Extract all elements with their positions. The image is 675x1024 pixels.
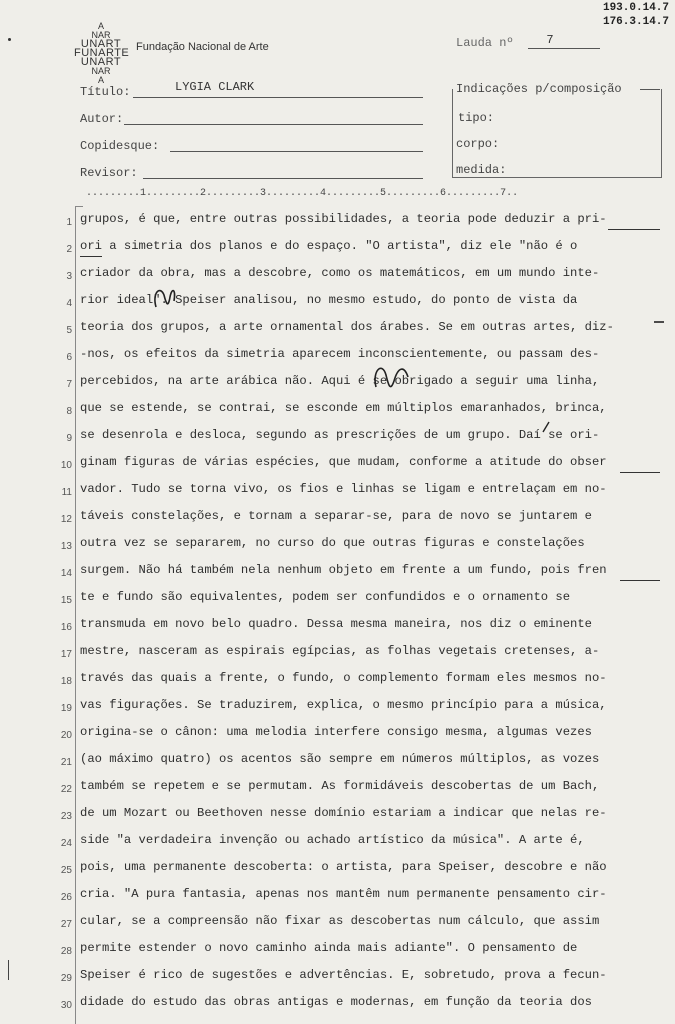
autor-label: Autor:	[80, 112, 124, 126]
line-number: 27	[60, 919, 72, 930]
text-line: percebidos, na arte arábica não. Aqui é se obrigado a seguir uma linha,	[80, 374, 600, 388]
line-number: 14	[60, 568, 72, 579]
logo-line: NAR	[91, 66, 111, 76]
text-line: surgem. Não há também nela nenhum objeto em frente a um fundo, pois fren	[80, 563, 607, 577]
line-number: 13	[60, 541, 72, 552]
line-number: 1	[66, 217, 72, 228]
ink-mark-left	[8, 960, 9, 980]
text-line: cria. "A pura fantasia, apenas nos mantêm num permanente pensamento cir-	[80, 887, 607, 901]
text-line: didade do estudo das obras antigas e modernas, em função da teoria dos	[80, 995, 592, 1009]
titulo-label: Título:	[80, 85, 131, 99]
titulo-line	[133, 97, 423, 98]
text-line: cular, se a compreensão não fixar as descobertas num cálculo, que assim	[80, 914, 600, 928]
logo-line: A	[97, 75, 104, 85]
text-line: teoria dos grupos, a arte ornamental dos árabes. Se em outras artes, diz-	[80, 320, 614, 334]
margin-rule	[75, 206, 76, 1024]
line-number: 3	[66, 271, 72, 282]
text-line: transmuda em novo belo quadro. Dessa mesma maneira, nos diz o eminente	[80, 617, 592, 631]
underline-a-priori-2	[80, 256, 102, 257]
text-line: (ao máximo quatro) os acentos são sempre em números múltiplos, as vozes	[80, 752, 600, 766]
line-number: 4	[66, 298, 72, 309]
text-line: ginam figuras de várias espécies, que mudam, conforme a atitude do obser	[80, 455, 607, 469]
logo-line: FUNARTE	[74, 47, 130, 59]
text-line: Speiser é rico de sugestões e advertências. E, sobretudo, prova a fecun-	[80, 968, 607, 982]
tipo-label: tipo:	[458, 111, 495, 125]
logo-line: NAR	[91, 30, 111, 40]
text-line: rior ideal". Speiser analisou, no mesmo estudo, do ponto de vista da	[80, 293, 578, 307]
text-line: outra vez se separarem, no curso do que outras figuras e constelações	[80, 536, 585, 550]
line-number: 11	[61, 487, 72, 498]
reference-number-2: 176.3.14.7	[602, 16, 669, 28]
titulo-value: LYGIA CLARK	[175, 80, 255, 94]
text-line: origina-se o cânon: uma melodia interfere consigo mesma, algumas vezes	[80, 725, 592, 739]
margin-rule-cap	[75, 206, 83, 207]
text-line: grupos, é que, entre outras possibilidades, a teoria pode deduzir a pri-	[80, 212, 607, 226]
line-number: 18	[60, 676, 72, 687]
autor-line	[124, 124, 423, 125]
handwritten-correction-mark-2	[370, 359, 418, 399]
text-line: vador. Tudo se torna vivo, os fios e linhas se ligam e entrelaçam em no-	[80, 482, 607, 496]
line-number: 24	[60, 838, 72, 849]
line-number: 9	[66, 433, 72, 444]
underline-a-priori-1	[608, 229, 660, 230]
line-number: 12	[60, 514, 72, 525]
underline-obser	[620, 472, 660, 473]
copidesque-line	[170, 151, 423, 152]
text-line: se desenrola e desloca, segundo as prescrições de um grupo. Daí se ori-	[80, 428, 600, 442]
text-line: táveis constelações, e tornam a separar-se, para de novo se juntarem e	[80, 509, 592, 523]
line-number: 25	[60, 865, 72, 876]
line-number: 10	[60, 460, 72, 471]
logo-line: A	[97, 21, 104, 31]
medida-label: medida:	[456, 163, 507, 177]
revisor-label: Revisor:	[80, 166, 138, 180]
text-line: que se estende, se contrai, se esconde em múltiplos emaranhados, brinca,	[80, 401, 607, 415]
logo-line: UNART	[80, 56, 122, 68]
text-line: vas figurações. Se traduzirem, explica, o mesmo princípio para a música,	[80, 698, 607, 712]
line-number: 22	[60, 784, 72, 795]
handwritten-accent-mark	[540, 420, 552, 434]
line-number: 29	[60, 973, 72, 984]
logo-line: UNART	[80, 38, 122, 50]
text-line: criador da obra, mas a descobre, como os matemáticos, em um mundo inte-	[80, 266, 600, 280]
text-line: te e fundo são equivalentes, podem ser confundidos e o ornamento se	[80, 590, 571, 604]
line-number: 26	[60, 892, 72, 903]
lauda-underline	[528, 48, 600, 49]
lauda-number: 7	[546, 33, 554, 47]
copidesque-label: Copidesque:	[80, 139, 160, 153]
lauda-label: Lauda nº	[456, 36, 514, 50]
text-line: também se repetem e se permutam. As formidáveis descobertas de um Bach,	[80, 779, 600, 793]
text-line: -nos, os efeitos da simetria aparecem inconscientemente, ou passam des-	[80, 347, 600, 361]
ink-dot	[8, 38, 11, 41]
line-number: 15	[60, 595, 72, 606]
text-line: side "a verdadeira invenção ou achado artístico da música". A arte é,	[80, 833, 585, 847]
underline-fren	[620, 580, 660, 581]
text-line: pois, uma permanente descoberta: o artista, para Speiser, descobre e não	[80, 860, 607, 874]
reference-number-1: 193.0.14.7	[602, 2, 669, 14]
line-number: 7	[66, 379, 72, 390]
line-number: 21	[60, 757, 72, 768]
line-number: 19	[60, 703, 72, 714]
corpo-label: corpo:	[456, 137, 500, 151]
line-number: 2	[66, 244, 72, 255]
org-name: Fundação Nacional de Arte	[136, 41, 269, 53]
line-number: 17	[60, 649, 72, 660]
line-number: 6	[66, 352, 72, 363]
funarte-logo	[74, 22, 128, 85]
line-number: 23	[60, 811, 72, 822]
handwritten-hyphen-mark	[652, 318, 666, 326]
line-number: 16	[60, 622, 72, 633]
text-line: través das quais a frente, o fundo, o complemento formam eles mesmos no-	[80, 671, 607, 685]
line-number: 20	[60, 730, 72, 741]
handwritten-correction-mark-1	[150, 283, 184, 315]
composicao-title: Indicações p/composição	[456, 82, 625, 96]
column-ruler: .........1.........2.........3.........4.........5.........6.........7..	[86, 188, 519, 199]
line-number: 8	[66, 406, 72, 417]
text-line: de um Mozart ou Beethoven nesse domínio estariam a indicar que nelas re-	[80, 806, 607, 820]
revisor-line	[143, 178, 423, 179]
text-line: ori a simetria dos planos e do espaço. "O artista", diz ele "não é o	[80, 239, 578, 253]
line-number: 30	[60, 1000, 72, 1011]
line-number: 28	[60, 946, 72, 957]
composicao-top-line	[640, 89, 660, 90]
line-number: 5	[66, 325, 72, 336]
text-line: permite estender o novo caminho ainda mais adiante". O pensamento de	[80, 941, 578, 955]
text-line: mestre, nasceram as espirais egípcias, as folhas vegetais cretenses, a-	[80, 644, 600, 658]
